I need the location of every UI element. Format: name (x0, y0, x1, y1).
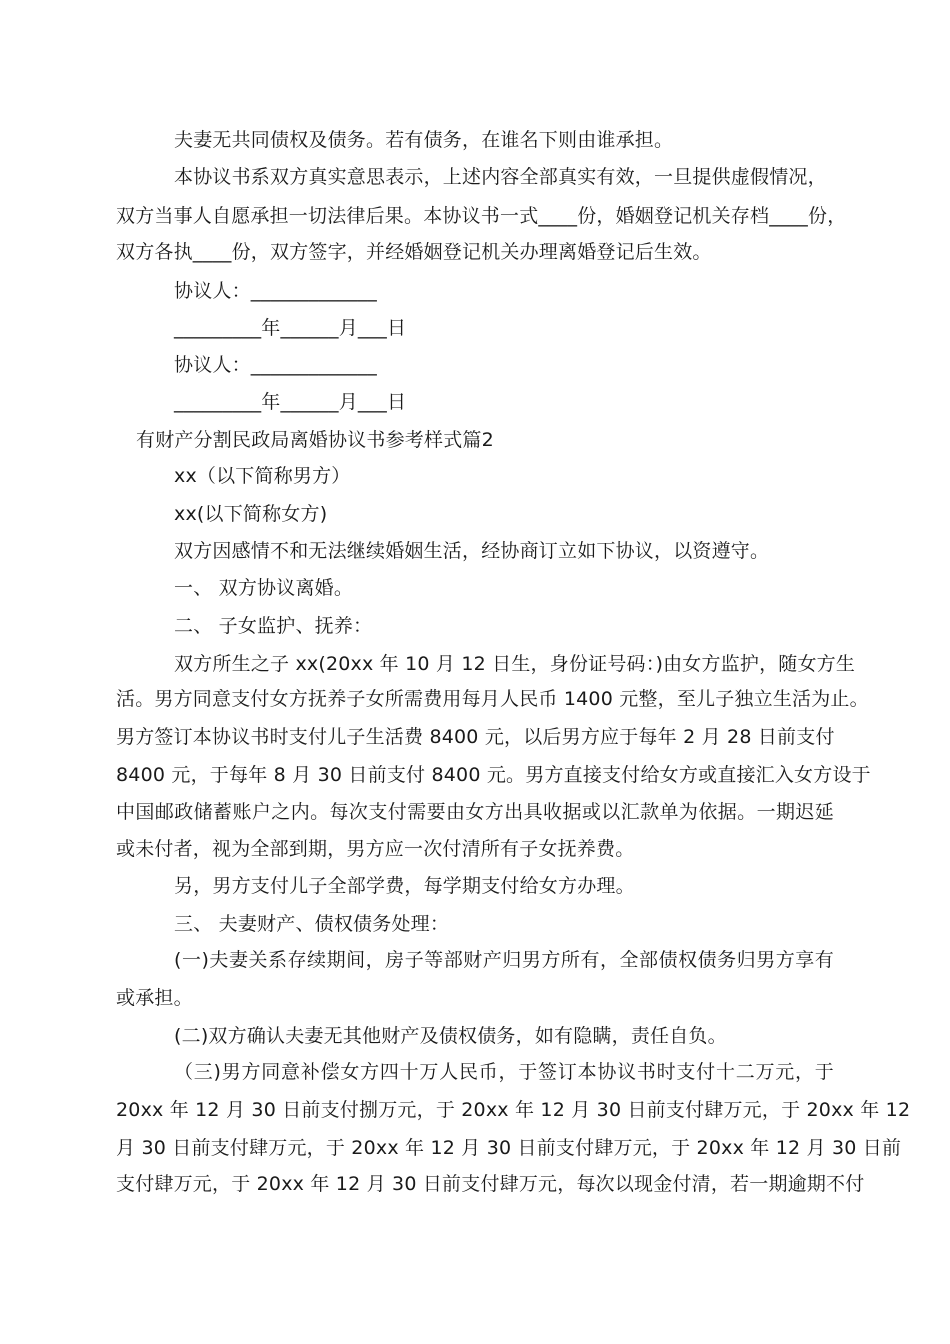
paragraph-line: 男方签订本协议书时支付儿子生活费 8400 元，以后男方应于每年 2 月 28 日前支付 (116, 726, 835, 748)
paragraph-line: 双方各执____份，双方签字，并经婚姻登记机关办理离婚登记后生效。 (116, 241, 712, 263)
paragraph-line: 支付肆万元，于 20xx 年 12 月 30 日前支付肆万元，每次以现金付清，若一期逾期不付 (116, 1173, 865, 1195)
signature-line: 协议人：_____________ (174, 354, 377, 376)
paragraph-line: (一)夫妻关系存续期间，房子等部财产归男方所有，全部债权债务归男方享有 (174, 949, 834, 971)
paragraph-line: （三)男方同意补偿女方四十万人民币，于签订本协议书时支付十二万元，于 (174, 1061, 834, 1083)
date-line: _________年______月___日 (174, 391, 407, 413)
paragraph-line: 双方因感情不和无法继续婚姻生活，经协商订立如下协议，以资遵守。 (174, 540, 770, 562)
paragraph-line: 活。男方同意支付女方抚养子女所需费用每月人民币 1400 元整，至儿子独立生活为止。 (116, 688, 869, 710)
paragraph-line: 中国邮政储蓄账户之内。每次支付需要由女方出具收据或以汇款单为依据。一期迟延 (116, 801, 834, 823)
section-heading: 有财产分割民政局离婚协议书参考样式篇2 (136, 429, 494, 451)
paragraph-line: 20xx 年 12 月 30 日前支付捌万元，于 20xx 年 12 月 30 日前支付肆万元，于 20xx 年 12 (116, 1099, 911, 1121)
party-line: xx（以下简称男方） (174, 465, 351, 487)
date-line: _________年______月___日 (174, 317, 407, 339)
clause-heading: 三、 夫妻财产、债权债务处理： (174, 913, 450, 935)
paragraph-line: 月 30 日前支付肆万元，于 20xx 年 12 月 30 日前支付肆万元，于 20xx 年 12 月 30 日前 (116, 1137, 902, 1159)
paragraph-line: 8400 元，于每年 8 月 30 日前支付 8400 元。男方直接支付给女方或直接汇入女方设于 (116, 764, 871, 786)
paragraph-line: 或承担。 (116, 987, 193, 1009)
paragraph-line: (二)双方确认夫妻无其他财产及债权债务，如有隐瞒，责任自负。 (174, 1025, 727, 1047)
paragraph-line: 或未付者，视为全部到期，男方应一次付清所有子女抚养费。 (116, 838, 635, 860)
paragraph-line: 双方所生之子 xx(20xx 年 10 月 12 日生，身份证号码：)由女方监护，随女方生 (174, 653, 856, 675)
clause-heading: 一、 双方协议离婚。 (174, 577, 354, 599)
paragraph-line: 另，男方支付儿子全部学费，每学期支付给女方办理。 (174, 875, 635, 897)
signature-line: 协议人：_____________ (174, 280, 377, 302)
paragraph-line: 夫妻无共同债权及债务。若有债务，在谁名下则由谁承担。 (174, 129, 674, 151)
clause-heading: 二、 子女监护、抚养： (174, 615, 373, 637)
paragraph-line: 本协议书系双方真实意思表示，上述内容全部真实有效，一旦提供虚假情况， (174, 166, 827, 188)
paragraph-line: 双方当事人自愿承担一切法律后果。本协议书一式____份，婚姻登记机关存档____份， (116, 205, 847, 227)
party-line: xx(以下简称女方) (174, 503, 328, 525)
